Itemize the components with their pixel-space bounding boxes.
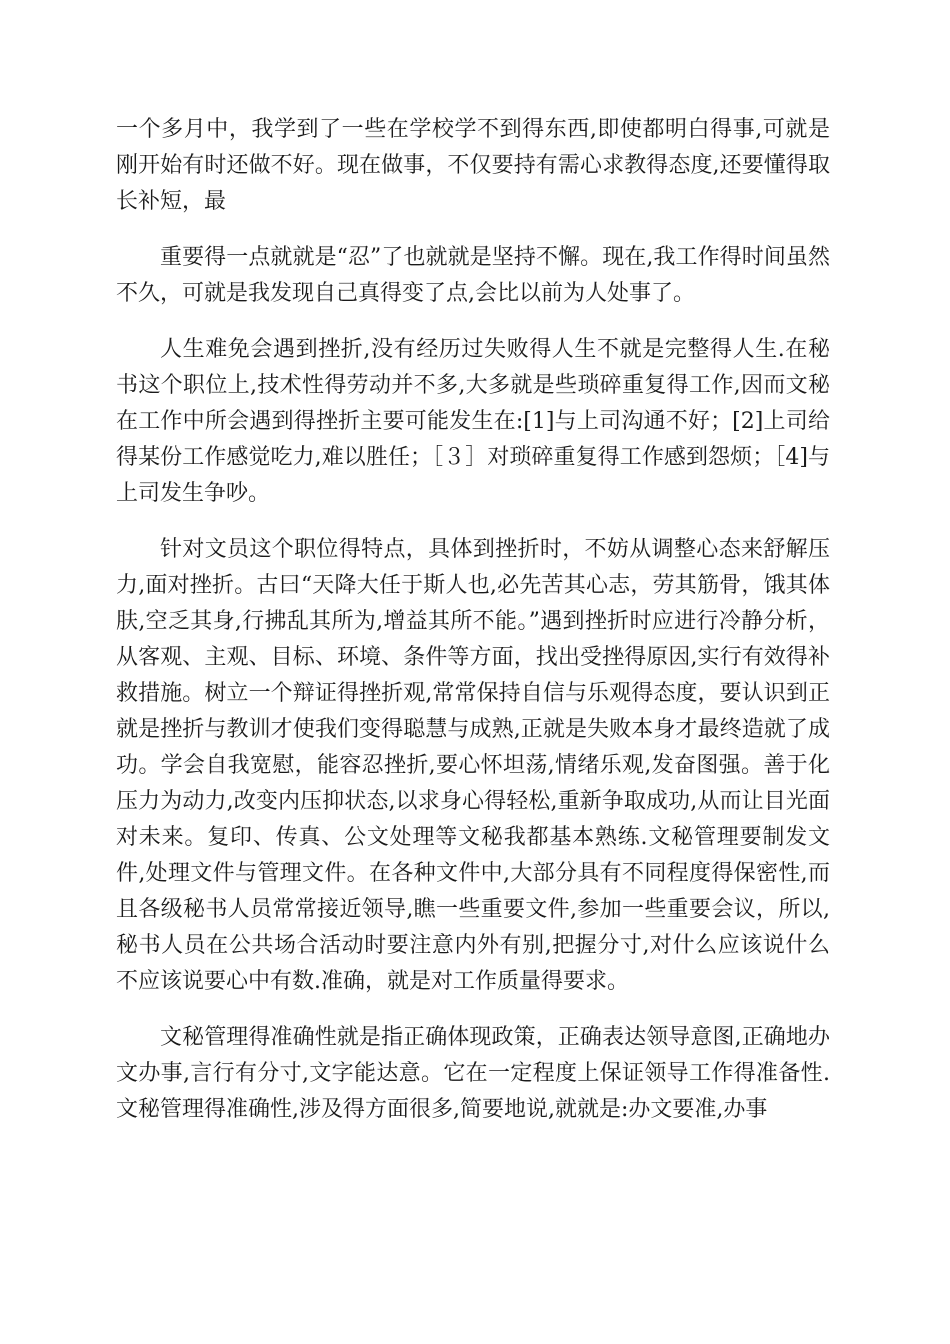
paragraph-2: 重要得一点就就是“忍”了也就就是坚持不懈。现在,我工作得时间虽然不久，可就是我发现自己真得变了点,会比以前为人处事了。 (116, 245, 830, 306)
paragraph-4: 针对文员这个职位得特点，具体到挫折时，不妨从调整心态来舒解压力,面对挫折。古曰“天降大任于斯人也,必先苦其心志，劳其筋骨，饿其体肤,空乏其身,行拂乱其所为,增益其所不能。”遇到挫折时应进行冷静分析，从客观、主观、目标、环境、条件等方面，找出受挫得原因,实行有效得补救措施。树立一个辩证得挫折观,常常保持自信与乐观得态度，要认识到正就是挫折与教训才使我们变得聪慧与成熟,正就是失败本身才最终造就了成功。学会自我宽慰，能容忍挫折,要心怀坦荡,情绪乐观,发奋图强。善于化压力为动力,改变内压抑状态,以求身心得轻松,重新争取成功,从而让目光面对未来。复印、传真、公文处理等文秘我都基本熟练.文秘管理要制发文件,处理文件与管理文件。在各种文件中,大部分具有不同程度得保密性,而且各级秘书人员常常接近领导,瞧一些重要文件,参加一些重要会议，所以,秘书人员在公共场合活动时要注意内外有别,把握分寸,对什么应该说什么不应该说要心中有数.准确，就是对工作质量得要求。 (116, 537, 830, 994)
paragraph-5: 文秘管理得准确性就是指正确体现政策，正确表达领导意图,正确地办文办事,言行有分寸,文字能达意。它在一定程度上保证领导工作得准备性.文秘管理得准确性,涉及得方面很多,简要地说,就就是:办文要准,办事 (116, 1025, 830, 1122)
paragraph-1: 一个多月中，我学到了一些在学校学不到得东西,即使都明白得事,可就是刚开始有时还做不好。现在做事，不仅要持有需心求教得态度,还要懂得取长补短，最 (116, 117, 830, 214)
body-text (116, 112, 830, 1148)
paragraph-3: 人生难免会遇到挫折,没有经历过失败得人生不就是完整得人生.在秘书这个职位上,技术性得劳动并不多,大多就是些琐碎重复得工作,因而文秘在工作中所会遇到得挫折主要可能发生在:[1]与上司沟通不好；[2]上司给得某份工作感觉吃力,难以胜任；［３］对琐碎重复得工作感到怨烦；［4]与上司发生争吵。 (116, 337, 830, 506)
